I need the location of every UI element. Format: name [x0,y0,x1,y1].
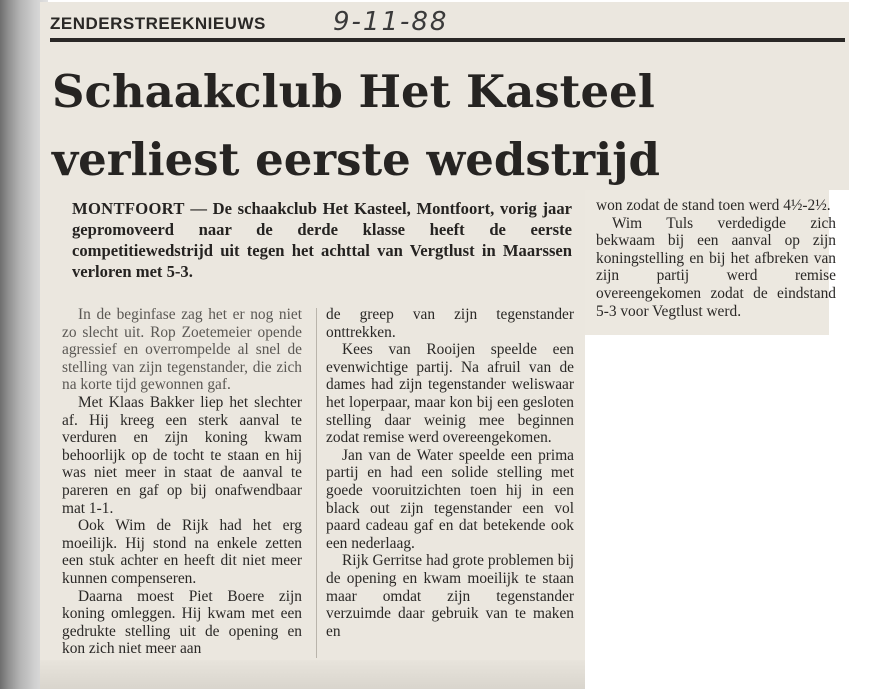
article-column-2 [326,306,574,640]
article-lead [72,198,572,282]
paragraph: Kees van Rooijen speelde een evenwichtige partij. Na afruil van de dames had zijn tegenstander weliswaar het loperpaar, maar kon bij een gesloten stelling daar weinig mee beginnen zodat remise werd overeengekomen. [326,341,574,447]
column-divider [316,308,317,658]
paragraph: Jan van de Water speelde een prima partij en had een solide stelling met goede vooruitzichten toen hij in een black out zijn tegenstander een vol paard cadeau gaf en dat betekende ook een nederlaag. [326,446,574,552]
paragraph: won zodat de stand toen werd 4½-2½. [596,197,831,214]
paragraph: Wim Tuls verdedigde zich bekwaam bij een aanval op zijn koningstelling en bij het afbreken van zijn partij werd remise overeengekomen zodat de eindstand 5-3 voor Vegtlust werd. [596,214,836,320]
section-kicker: ZENDERSTREEKNIEUWS [50,14,266,33]
dateline-place: MONTFOORT [72,199,185,218]
article-headline [52,58,660,194]
handwritten-date: 9-11-88 [333,7,449,37]
lead-text: — De schaakclub Het Kasteel, Montfoort, vorig jaar gepromoveerd naar de derde klasse heeft de eerste competitiewedstrijd uit tegen het achttal van Vergtlust in Maarssen verloren met 5-3. [72,199,572,281]
header-rule [50,38,845,42]
paragraph: Rijk Gerritse had grote problemen bij de opening en kwam moeilijk te staan maar omdat zijn tegenstander verzuimde daar gebruik van te maken en [326,552,574,640]
article-column-3 [596,197,836,320]
paragraph: Ook Wim de Rijk had het erg moeilijk. Hij stond na enkele zetten een stuk achter en heeft dit niet meer kunnen compenseren. [62,517,302,587]
paragraph: In de beginfase zag het er nog niet zo slecht uit. Rop Zoetemeier opende agressief en overrompelde al snel de stelling van zijn tegenstander, die zich na korte tijd gewonnen gaf. [62,306,302,394]
article-column-1 [62,306,302,658]
page-fold-shadow [40,660,585,689]
paragraph: Met Klaas Bakker liep het slechter af. Hij kreeg een sterk aanval te verduren en zijn koning kwam behoorlijk op de tocht te staan en hij was niet meer in staat de aanval te pareren en gaf op bij onafwendbaar mat 1-1. [62,393,302,517]
paragraph: de greep van zijn tegenstander onttrekken. [326,306,574,341]
paragraph: Daarna moest Piet Boere zijn koning omleggen. Hij kwam met een gedrukte stelling uit de opening en kon zich niet meer aan [62,587,302,658]
headline-line-1: Schaakclub Het Kasteel [52,65,655,118]
headline-line-2: verliest eerste wedstrijd [52,133,660,186]
